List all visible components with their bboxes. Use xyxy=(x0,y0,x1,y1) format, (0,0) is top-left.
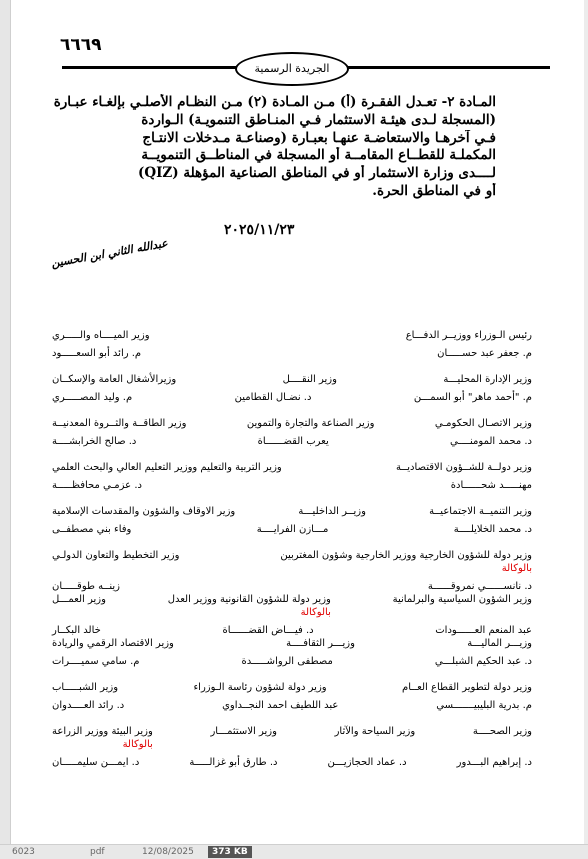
minister-row xyxy=(52,725,532,769)
minister-title: وزير الإدارة المحليـــة xyxy=(443,374,532,385)
article-line: المـادة ٢- تعـدل الفقـرة (أ) مـن المـادة (٢) مـن النظـام الأصلـي بإلغـاء عبـارة xyxy=(53,94,496,110)
minister-title: وزير النقــــل xyxy=(282,374,337,385)
minister-title: وزير دولة لتطوير القطاع العــام xyxy=(402,682,532,693)
minister-name: م. سامي سميــــرات xyxy=(52,656,140,667)
minister-name: مصطفى الرواشـــــدة xyxy=(241,656,333,667)
minister-name: د. نانســــــي نمروقــــــة xyxy=(427,581,532,592)
minister-name: د. عبد الحكيم الشبلـــي xyxy=(434,656,532,667)
minister-name: د. إبراهيم البـــدور xyxy=(456,757,532,768)
minister-title: وزير التنميــة الاجتماعيــة xyxy=(429,506,532,517)
minister-name: د. صالح الخرابشــــة xyxy=(52,436,137,447)
minister-row xyxy=(52,593,532,637)
minister-title-acting: وزير دولة للشؤون الخارجية ووزير الخارجية وشؤون المغتربين بالوكالة xyxy=(280,550,532,574)
ministers-list xyxy=(52,329,532,769)
minister-name: م. "أحمد ماهر" أبو السمـــن xyxy=(413,392,532,403)
minister-row xyxy=(52,681,532,725)
decree-date: ٢٠٢٥/١١/٢٣ xyxy=(224,222,295,238)
article-line: المكملـة للقطــاع المقامــة أو المسجلة في المناطــق التنمويــة xyxy=(141,147,496,164)
article-line: (المسجلة لـدى هيئـة الاستثمار فـي المنـاطق التنمويـة) الـواردة xyxy=(141,111,496,128)
document-page xyxy=(12,0,584,842)
minister-name: د. محمد الخلايلــــة xyxy=(453,524,532,535)
file-id: 6023 xyxy=(12,847,35,857)
minister-title-acting: وزير البيئة ووزير الزراعة بالوكالة xyxy=(52,726,153,750)
minister-title: رئيس الـوزراء ووزيــر الدفـــاع xyxy=(405,330,532,341)
minister-title: وزيرالأشغال العامة والإسكــان xyxy=(52,374,177,385)
royal-signature: عبدالله الثاني ابن الحسين xyxy=(50,236,169,270)
minister-title: وزير التربية والتعليم ووزير التعليم العالي والبحث العلمي xyxy=(52,462,282,473)
minister-title: وزير الشؤون السياسية والبرلمانية xyxy=(392,594,532,605)
minister-name: عبد اللطيف احمد النجــداوي xyxy=(222,700,339,711)
minister-title: وزير الاتصـال الحكومـي xyxy=(434,418,532,429)
gazette-oval: الجريدة الرسمية xyxy=(235,52,349,86)
minister-title: وزير الميــــاه والـــــري xyxy=(52,330,150,341)
minister-row xyxy=(52,373,532,417)
minister-name: يعرب القضــــــاة xyxy=(257,436,329,447)
minister-title: وزير الاقتصاد الرقمي والريادة xyxy=(52,638,174,649)
minister-name: م. وليد المصـــــري xyxy=(52,392,133,403)
minister-name: خالد البكــار xyxy=(52,625,101,636)
minister-name: مـــازن الفرايــــة xyxy=(256,524,329,535)
minister-row xyxy=(52,505,532,549)
minister-row xyxy=(52,417,532,461)
minister-title: وزير الصحــــة xyxy=(472,726,532,737)
minister-name: د. فيـــاض القضــــــاة xyxy=(222,625,314,636)
minister-title: وزير دولة لشؤون رئاسة الـوزراء xyxy=(193,682,327,693)
viewer-scrollbar[interactable] xyxy=(584,0,588,859)
minister-name: م. بدرية البليبيـــــــسي xyxy=(436,700,532,711)
acting-label: بالوكالة xyxy=(122,739,153,750)
minister-name: عبد المنعم العــــــودات xyxy=(435,625,532,636)
minister-title: وزير السياحة والآثار xyxy=(334,726,416,737)
minister-row xyxy=(52,461,532,505)
minister-name: د. عزمـي محافظـــــة xyxy=(52,480,142,491)
minister-title: وزيــر الداخليـــة xyxy=(298,506,366,517)
minister-name: د. عماد الحجازيـــن xyxy=(327,757,407,768)
viewer-left-edge xyxy=(0,0,11,859)
minister-name: د. طارق أبو غزالـــــة xyxy=(189,757,278,768)
minister-name: د. رائد العــــدوان xyxy=(52,700,125,711)
minister-row xyxy=(52,549,532,593)
minister-title: وزير الاستثمـــار xyxy=(210,726,277,737)
minister-name: د. ايمـــن سليمـــــان xyxy=(52,757,140,768)
minister-name: وفاء بني مصطفــى xyxy=(52,524,132,535)
minister-name: م. جعفر عبد حســـــان xyxy=(437,348,532,359)
minister-title: وزير الطاقــة والثــروة المعدنيــة xyxy=(52,418,187,429)
minister-name: د. نضـال القطامين xyxy=(234,392,312,403)
minister-name: د. محمد المومنــــي xyxy=(449,436,532,447)
minister-title: وزير الاوقاف والشؤون والمقدسات الإسلامية xyxy=(52,506,236,517)
file-type: pdf xyxy=(90,847,105,857)
page-number: ٦٦٦٩ xyxy=(60,35,102,55)
minister-title-acting: وزير دولة للشؤون القانونية ووزير العدل بالوكالة xyxy=(167,594,331,618)
article-line: لــــدى وزارة الاستثمار أو في المناطق الصناعية المؤهلة (QIZ) xyxy=(137,165,496,182)
minister-row xyxy=(52,637,532,681)
minister-name: م. رائد أبو السعـــــود xyxy=(52,348,142,359)
minister-name: مهنـــــد شحــــــادة xyxy=(450,480,532,491)
acting-label: بالوكالة xyxy=(501,563,532,574)
minister-title: وزيـــر الثقافــــة xyxy=(286,638,355,649)
minister-title: وزيـــر الماليـــة xyxy=(467,638,532,649)
minister-row xyxy=(52,329,532,373)
minister-title: وزير التخطيط والتعاون الدولـي xyxy=(52,550,180,561)
minister-title: وزير العمـــل xyxy=(52,594,106,605)
minister-name: زينــه طوقـــــان xyxy=(52,581,120,592)
article-text xyxy=(40,94,496,201)
minister-title: وزير الصناعة والتجارة والتموين xyxy=(246,418,375,429)
file-status-bar xyxy=(0,844,588,859)
article-line: أو في المناطق الحرة. xyxy=(372,182,496,199)
file-size: 373 KB xyxy=(208,846,252,858)
minister-title: وزير الشبـــــاب xyxy=(52,682,119,693)
file-date: 12/08/2025 xyxy=(142,847,194,857)
acting-label: بالوكالة xyxy=(300,607,331,618)
article-line: فـي آخرهـا والاستعاضـة عنهـا بعبـارة (وصناعـة مـدخلات الانتـاج xyxy=(142,129,496,146)
minister-title: وزير دولــة للشــؤون الاقتصاديــة xyxy=(396,462,532,473)
